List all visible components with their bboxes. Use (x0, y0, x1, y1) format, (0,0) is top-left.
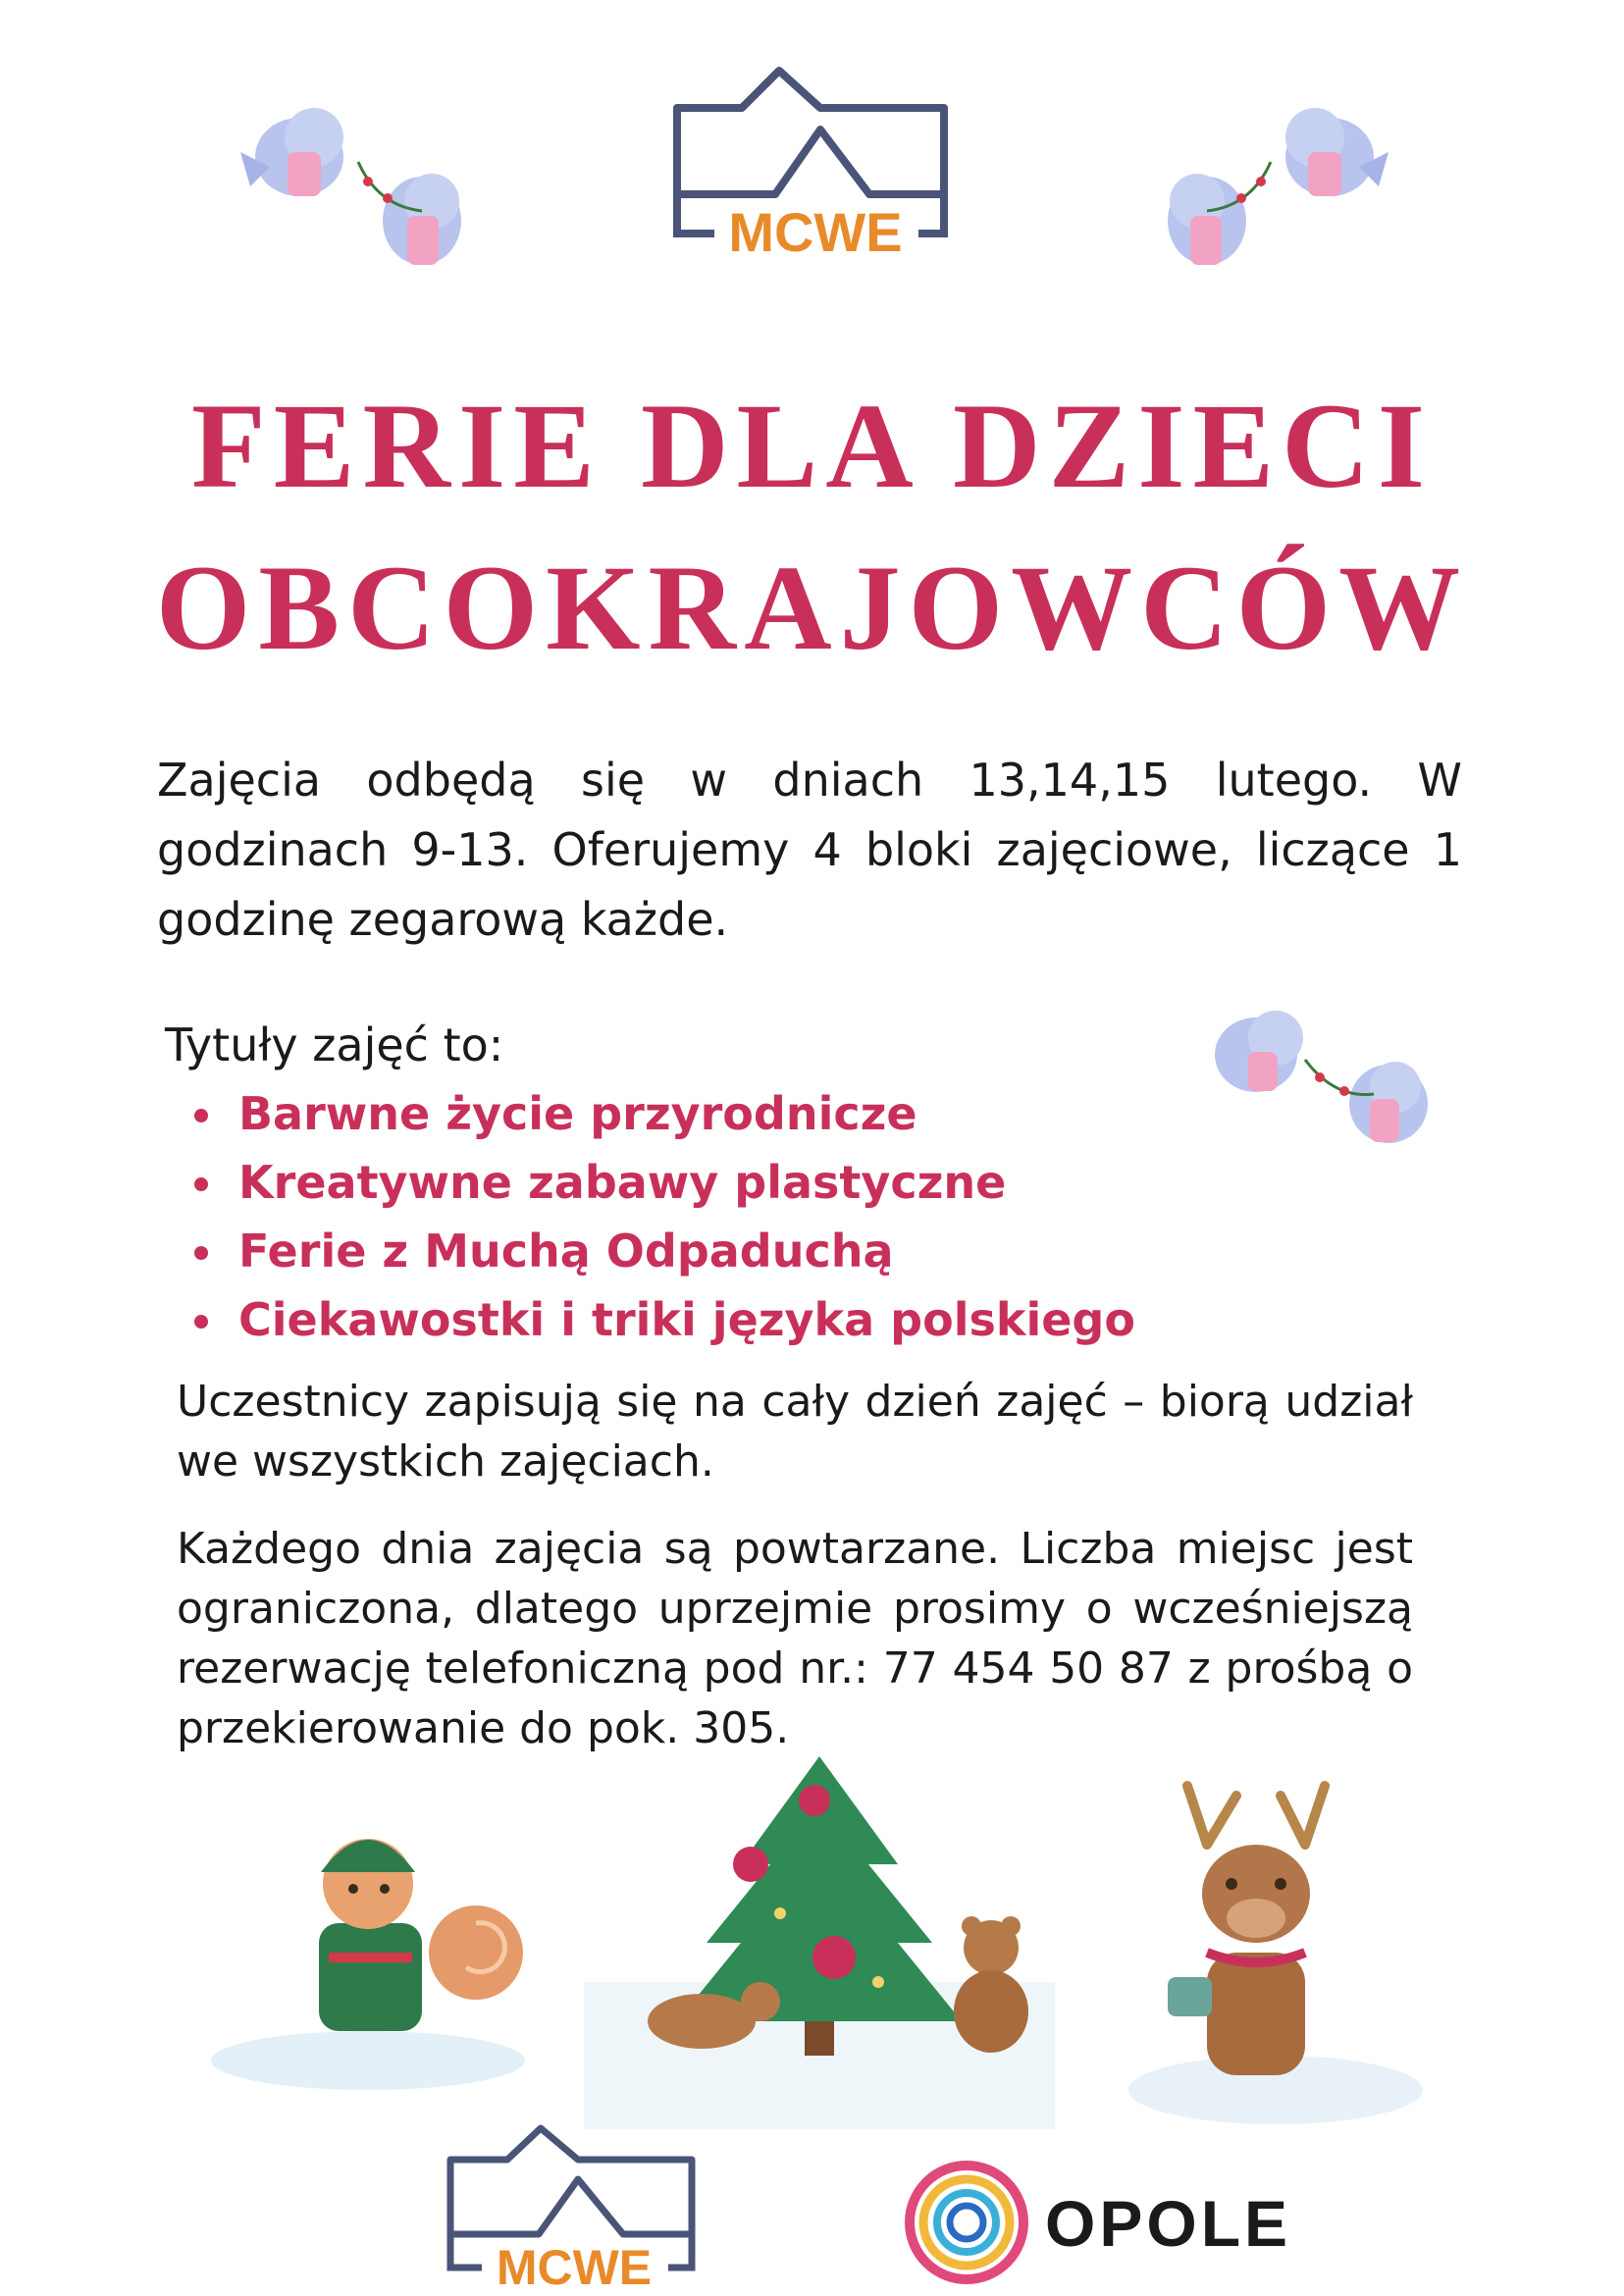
topic-label: Barwne życie przyrodnicze (238, 1087, 917, 1140)
topic-label: Ferie z Muchą Odpaduchą (238, 1225, 894, 1278)
squirrel-icon (211, 1756, 525, 2095)
topic-label: Ciekawostki i triki języka polskiego (238, 1293, 1135, 1346)
info-paragraph-1: Uczestnicy zapisują się na cały dzień zajęć – biorą udział we wszystkich zajęciach. (177, 1377, 1413, 1487)
birds-decoration-left (211, 98, 505, 294)
squirrel-illustration (211, 1756, 525, 2095)
birds-icon (1178, 1001, 1462, 1168)
info-paragraph-2: Każdego dnia zajęcia są powtarzane. Liczba miejsc jest ograniczona, dlatego uprzejmie prosimy o wcześniejszą rezerwację telefoniczną pod nr.: 77 454 50 87 z prośbą o przekierowanie do pok. 305. (177, 1524, 1413, 1753)
mcwe-logo-icon (673, 67, 958, 263)
topics-heading: Tytuły zajęć to: (165, 1018, 504, 1071)
bears-icon (922, 1908, 1060, 2056)
reindeer-illustration (1109, 1766, 1423, 2129)
bullet-icon (194, 1177, 208, 1191)
title-line-1: FERIE DLA DZIECI (191, 379, 1433, 513)
mcwe-logo-top (673, 67, 958, 263)
mcwe-logo-icon (446, 2124, 702, 2291)
bullet-icon (194, 1246, 208, 1260)
topic-item (167, 1285, 1197, 1354)
reindeer-icon (1109, 1766, 1423, 2129)
opole-logo-text: OPOLE (1045, 2187, 1292, 2260)
birds-decoration-right (1124, 98, 1418, 294)
topics-list (167, 1079, 1197, 1354)
bear-illustration (922, 1908, 1060, 2056)
intro-paragraph: Zajęcia odbędą się w dniach 13,14,15 lutego. W godzinach 9-13. Oferujemy 4 bloki zajęciowe, liczące 1 godzinę zegarową każde. (157, 754, 1462, 946)
opole-logo-icon (903, 2159, 1030, 2286)
mcwe-logo-text: MCWE (496, 2240, 653, 2291)
birds-icon (1124, 98, 1418, 294)
topic-label: Kreatywne zabawy plastyczne (238, 1156, 1007, 1209)
topic-item (167, 1148, 1197, 1217)
birds-icon (211, 98, 505, 294)
bullet-icon (194, 1315, 208, 1329)
topic-item (167, 1079, 1197, 1148)
birds-decoration-middle (1178, 1001, 1462, 1168)
topic-item (167, 1217, 1197, 1285)
mcwe-logo-footer (446, 2124, 702, 2291)
title-line-2: OBCOKRAJOWCÓW (155, 541, 1469, 675)
bullet-icon (194, 1109, 208, 1122)
mcwe-logo-text: MCWE (728, 201, 903, 263)
